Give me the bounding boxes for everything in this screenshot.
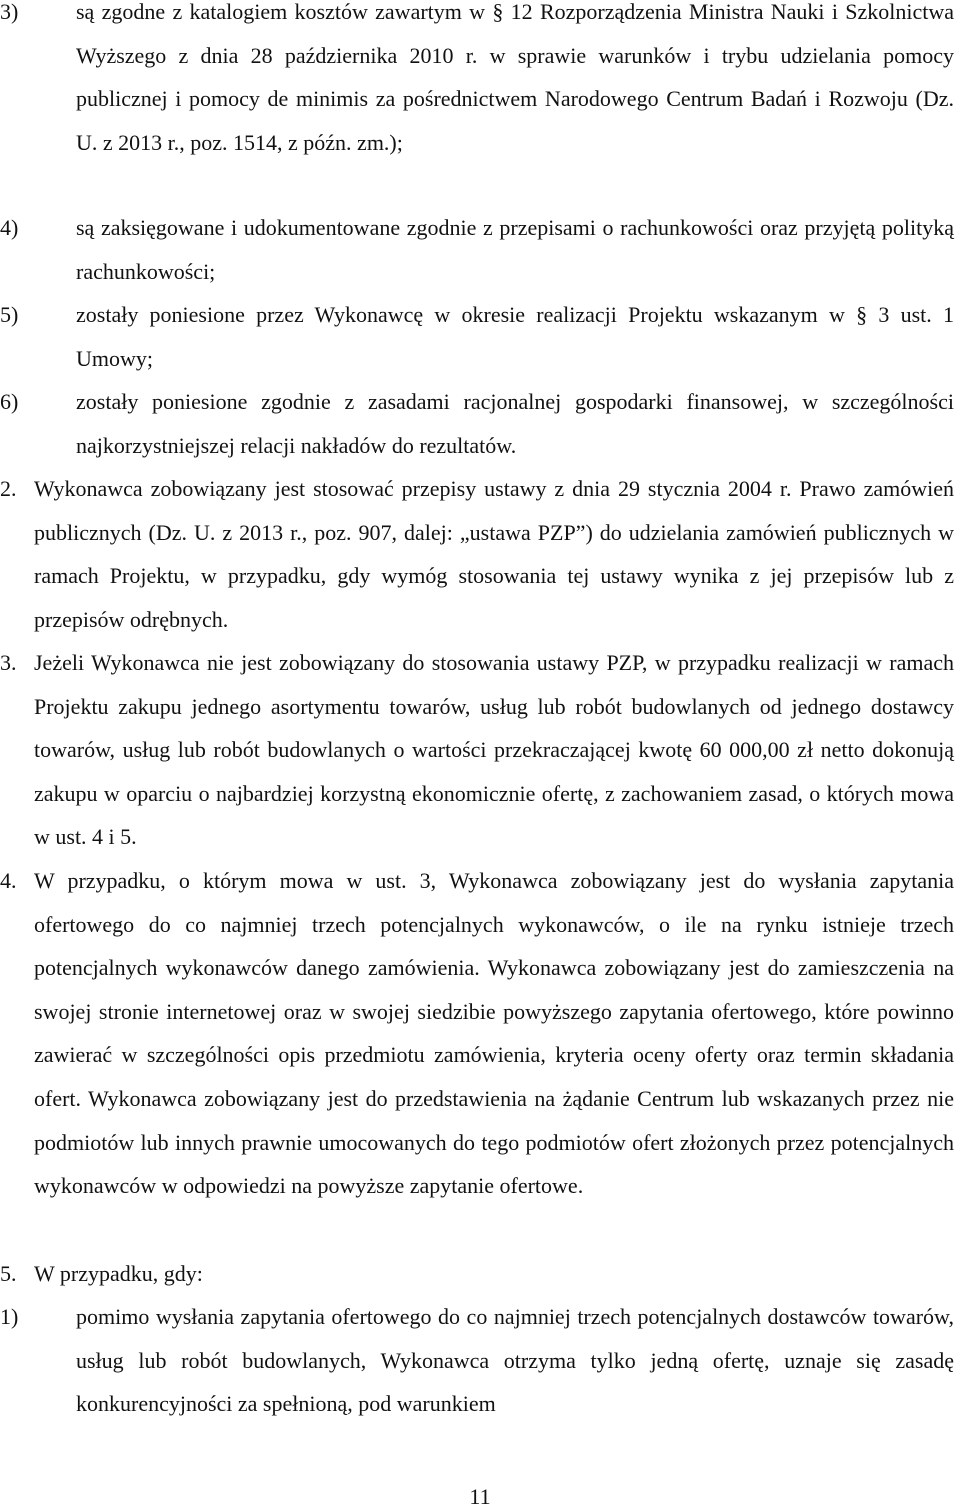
paragraph-3 [0, 641, 954, 859]
item-number: 1) [0, 1304, 19, 1329]
paragraph-text: Wykonawca zobowiązany jest stosować przepisy ustawy z dnia 29 stycznia 2004 r. Prawo zamówień publicznych (Dz. U. z 2013 r., poz. 907, dalej: „ustawa PZP”) do udzielania zamówień publicznych w ramach Projektu, w przypadku, gdy wymóg stosowania tej ustawy wynika z jej przepisów lub z przepisów odrębnych. [34, 476, 954, 632]
item-text: są zgodne z katalogiem kosztów zawartym w § 12 Rozporządzenia Ministra Nauki i Szkolnictwa Wyższego z dnia 28 października 2010 r. w sprawie warunków i trybu udzielania pomocy publicznej i pomocy de minimis za pośrednictwem Narodowego Centrum Badań i Rozwoju (Dz. U. z 2013 r., poz. 1514, z późn. zm.); [76, 0, 954, 155]
paragraph-text: W przypadku, o którym mowa w ust. 3, Wykonawca zobowiązany jest do wysłania zapytania ofertowego do co najmniej trzech potencjalnych wykonawców, o ile na rynku istnieje trzech potencjalnych wykonawców danego zamówienia. Wykonawca zobowiązany jest do zamieszczenia na swojej stronie internetowej oraz w swojej siedzibie powyższego zapytania ofertowego, które powinno zawierać w szczególności opis przedmiotu zamówienia, kryteria oceny oferty oraz termin składania ofert. Wykonawca zobowiązany jest do przedstawienia na żądanie Centrum lub wskazanych przez nie podmiotów lub innych prawnie umocowanych do tego podmiotów ofert złożonych przez potencjalnych wykonawców w odpowiedzi na powyższe zapytanie ofertowe. [34, 868, 954, 1199]
item-text: pomimo wysłania zapytania ofertowego do co najmniej trzech potencjalnych dostawców towarów, usług lub robót budowlanych, Wykonawca otrzyma tylko jedną ofertę, uznaje się zasadę konkurencyjności za spełnioną, pod warunkiem [76, 1304, 954, 1417]
paragraph-2 [0, 467, 954, 641]
list-item-5 [0, 293, 954, 380]
item-number: 5) [0, 302, 19, 327]
paragraph-number: 2. [0, 476, 17, 501]
item-number: 6) [0, 389, 19, 414]
paragraph-text: W przypadku, gdy: [34, 1261, 203, 1286]
paragraph-5 [0, 1252, 954, 1296]
paragraph-number: 3. [0, 650, 17, 675]
paragraph-number: 4. [0, 868, 17, 893]
page-number: 11 [469, 1484, 491, 1509]
list-item-1 [0, 1295, 954, 1426]
item-number: 4) [0, 215, 19, 240]
item-text: zostały poniesione przez Wykonawcę w okresie realizacji Projektu wskazanym w § 3 ust. 1 Umowy; [76, 302, 954, 371]
item-text: zostały poniesione zgodnie z zasadami racjonalnej gospodarki finansowej, w szczególności najkorzystniejszej relacji nakładów do rezultatów. [76, 389, 954, 458]
paragraph-text: Jeżeli Wykonawca nie jest zobowiązany do stosowania ustawy PZP, w przypadku realizacji w ramach Projektu zakupu jednego asortymentu towarów, usług lub robót budowlanych od jednego dostawcy towarów, usług lub robót budowlanych o wartości przekraczającej kwotę 60 000,00 zł netto dokonują zakupu w oparciu o najbardziej korzystną ekonomicznie ofertę, z zachowaniem zasad, o których mowa w ust. 4 i 5. [34, 650, 954, 850]
list-item-4 [0, 206, 954, 293]
paragraph-4 [0, 859, 954, 1208]
list-item-6 [0, 380, 954, 467]
list-item-3 [0, 0, 954, 164]
paragraph-number: 5. [0, 1261, 17, 1286]
item-number: 3) [0, 0, 19, 24]
item-text: są zaksięgowane i udokumentowane zgodnie z przepisami o rachunkowości oraz przyjętą polityką rachunkowości; [76, 215, 954, 284]
